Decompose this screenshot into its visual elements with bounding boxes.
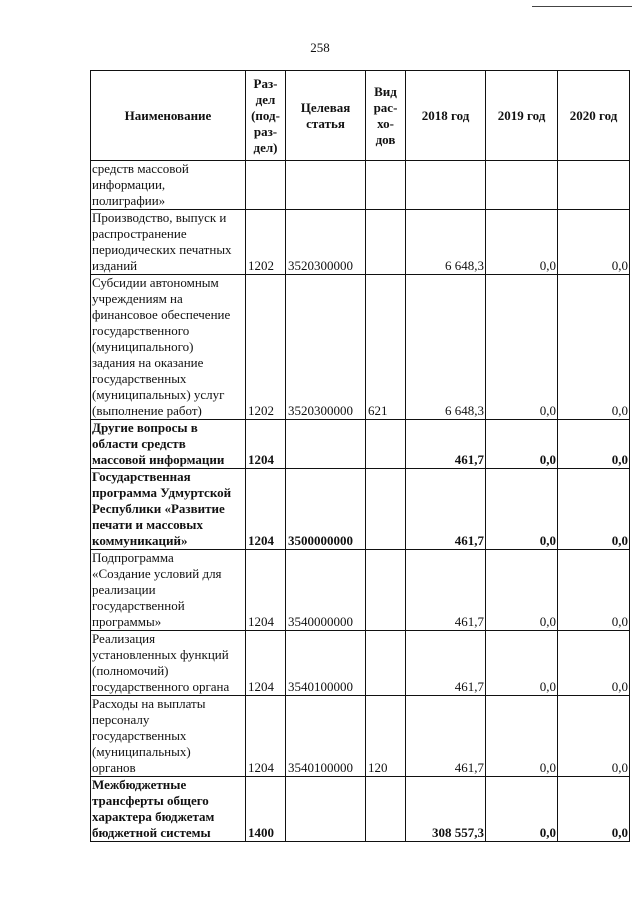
cell-target: 3540000000 — [286, 550, 366, 631]
cell-2020: 0,0 — [558, 469, 630, 550]
cell-section: 1204 — [246, 696, 286, 777]
cell-2019: 0,0 — [486, 696, 558, 777]
cell-section: 1204 — [246, 550, 286, 631]
cell-2018: 461,7 — [406, 420, 486, 469]
cell-target: 3520300000 — [286, 275, 366, 420]
cell-2020: 0,0 — [558, 275, 630, 420]
cell-name: средств массовой информации, полиграфии» — [91, 161, 246, 210]
cell-2018: 6 648,3 — [406, 210, 486, 275]
cell-expense-type: 621 — [366, 275, 406, 420]
cell-2018: 6 648,3 — [406, 275, 486, 420]
cell-target — [286, 420, 366, 469]
cell-name: Реализация установленных функций (полномочий) государственного органа — [91, 631, 246, 696]
cell-section: 1202 — [246, 275, 286, 420]
cell-2019: 0,0 — [486, 275, 558, 420]
cell-expense-type — [366, 161, 406, 210]
cell-expense-type — [366, 550, 406, 631]
cell-2020: 0,0 — [558, 696, 630, 777]
cell-section: 1204 — [246, 469, 286, 550]
table-row — [91, 275, 630, 420]
cell-2019 — [486, 161, 558, 210]
table-body — [91, 161, 630, 842]
top-rule — [532, 6, 632, 7]
table-row — [91, 210, 630, 275]
budget-table — [90, 70, 630, 842]
cell-name: Подпрограмма «Создание условий для реализации государственной программы» — [91, 550, 246, 631]
table-row — [91, 550, 630, 631]
cell-section: 1204 — [246, 631, 286, 696]
table-row — [91, 696, 630, 777]
header-2019: 2019 год — [486, 71, 558, 161]
cell-expense-type — [366, 210, 406, 275]
header-section: Раз- дел (под- раз- дел) — [246, 71, 286, 161]
cell-2020: 0,0 — [558, 210, 630, 275]
cell-2018 — [406, 161, 486, 210]
cell-2018: 308 557,3 — [406, 777, 486, 842]
cell-target — [286, 777, 366, 842]
header-name: Наименование — [91, 71, 246, 161]
cell-2020: 0,0 — [558, 550, 630, 631]
cell-expense-type — [366, 631, 406, 696]
cell-target: 3540100000 — [286, 631, 366, 696]
header-expense-type: Вид рас- хо- дов — [366, 71, 406, 161]
cell-name: Межбюджетные трансферты общего характера бюджетам бюджетной системы — [91, 777, 246, 842]
table-row — [91, 631, 630, 696]
cell-name: Расходы на выплаты персоналу государственных (муниципальных) органов — [91, 696, 246, 777]
cell-section — [246, 161, 286, 210]
cell-2020: 0,0 — [558, 420, 630, 469]
header-2020: 2020 год — [558, 71, 630, 161]
cell-target: 3520300000 — [286, 210, 366, 275]
cell-expense-type — [366, 420, 406, 469]
cell-target — [286, 161, 366, 210]
cell-2019: 0,0 — [486, 469, 558, 550]
table-row — [91, 777, 630, 842]
table-row — [91, 420, 630, 469]
header-target: Целевая статья — [286, 71, 366, 161]
cell-2019: 0,0 — [486, 210, 558, 275]
cell-2019: 0,0 — [486, 550, 558, 631]
cell-2018: 461,7 — [406, 631, 486, 696]
cell-name: Производство, выпуск и распространение периодических печатных изданий — [91, 210, 246, 275]
cell-expense-type: 120 — [366, 696, 406, 777]
cell-2018: 461,7 — [406, 469, 486, 550]
cell-2019: 0,0 — [486, 777, 558, 842]
cell-name: Субсидии автономным учреждениям на финансовое обеспечение государственного (муниципального) задания на оказание государственных (муниципальных) услуг (выполнение работ) — [91, 275, 246, 420]
cell-section: 1400 — [246, 777, 286, 842]
cell-2018: 461,7 — [406, 550, 486, 631]
cell-2020 — [558, 161, 630, 210]
cell-2018: 461,7 — [406, 696, 486, 777]
cell-2019: 0,0 — [486, 420, 558, 469]
cell-2019: 0,0 — [486, 631, 558, 696]
cell-expense-type — [366, 469, 406, 550]
page-number: 258 — [310, 40, 330, 55]
table-header-row — [91, 71, 630, 161]
cell-2020: 0,0 — [558, 777, 630, 842]
table-row — [91, 469, 630, 550]
cell-2020: 0,0 — [558, 631, 630, 696]
cell-expense-type — [366, 777, 406, 842]
cell-section: 1204 — [246, 420, 286, 469]
cell-name: Государственная программа Удмуртской Республики «Развитие печати и массовых коммуникаций» — [91, 469, 246, 550]
cell-section: 1202 — [246, 210, 286, 275]
header-2018: 2018 год — [406, 71, 486, 161]
table-row — [91, 161, 630, 210]
cell-target: 3500000000 — [286, 469, 366, 550]
cell-name: Другие вопросы в области средств массовой информации — [91, 420, 246, 469]
cell-target: 3540100000 — [286, 696, 366, 777]
